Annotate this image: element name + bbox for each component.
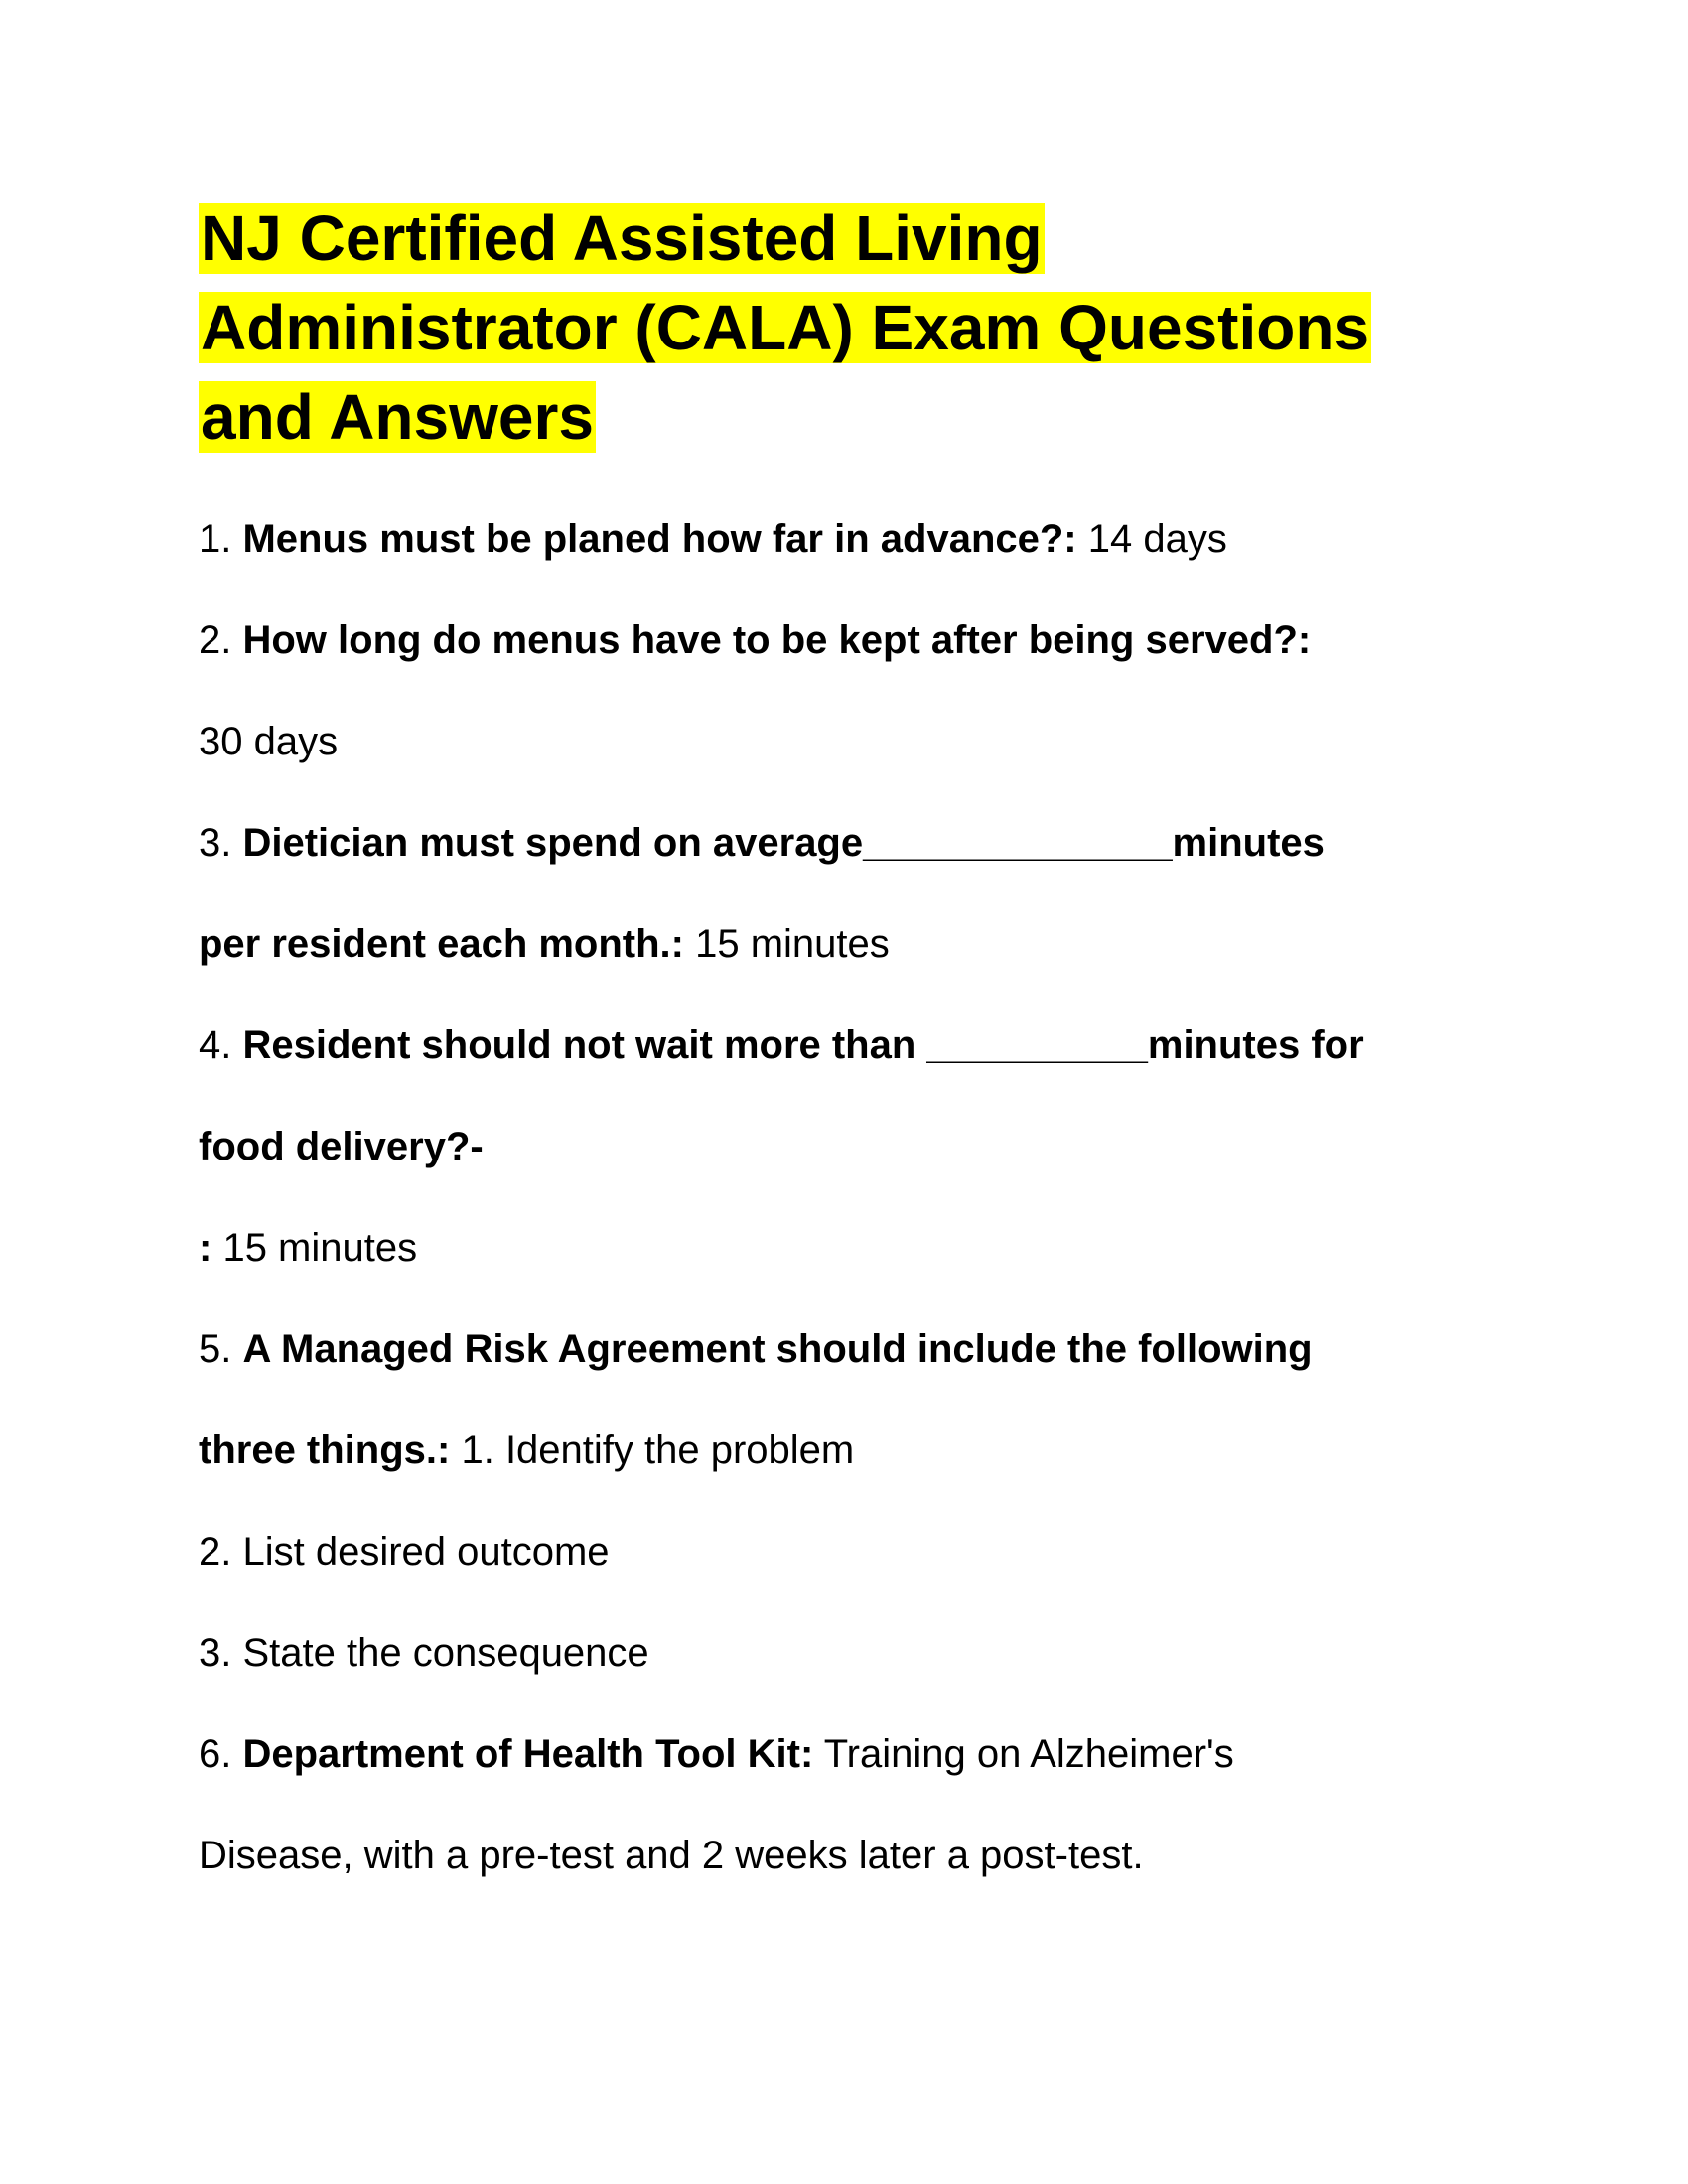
- question-text: food delivery?-: [199, 1125, 484, 1168]
- question-text: three things.:: [199, 1429, 451, 1472]
- question-5-line: [199, 1324, 1509, 1374]
- page-title: [199, 194, 1489, 462]
- question-text: Resident should not wait more than __________minutes for: [242, 1024, 1364, 1067]
- answer-4-line: [199, 1223, 1509, 1273]
- question-text: How long do menus have to be kept after being served?:: [242, 618, 1312, 662]
- title-line-1: NJ Certified Assisted Living: [201, 203, 1043, 274]
- answer-5-item-3: [199, 1628, 1509, 1678]
- answer-text: 15 minutes: [222, 1226, 418, 1270]
- answer-text: 2. List desired outcome: [199, 1530, 610, 1573]
- question-number: 5.: [199, 1327, 232, 1371]
- answer-text: 1. Identify the problem: [461, 1429, 855, 1472]
- question-number: 2.: [199, 618, 232, 662]
- answer-text: Training on Alzheimer's: [823, 1732, 1234, 1776]
- answer-text: 15 minutes: [695, 922, 890, 966]
- question-number: 4.: [199, 1024, 232, 1067]
- answer-5-item-2: [199, 1527, 1509, 1576]
- question-1-line: [199, 514, 1509, 564]
- answer-2-line: [199, 717, 1509, 766]
- title-line-2: Administrator (CALA) Exam Questions: [201, 292, 1370, 363]
- answer-prefix: :: [199, 1226, 212, 1270]
- question-4-line: [199, 1021, 1509, 1070]
- answer-text: 30 days: [199, 720, 339, 763]
- question-number: 1.: [199, 517, 232, 561]
- question-text: Department of Health Tool Kit:: [242, 1732, 814, 1776]
- question-text: Menus must be planed how far in advance?:: [242, 517, 1077, 561]
- question-text: per resident each month.:: [199, 922, 684, 966]
- question-number: 3.: [199, 821, 232, 865]
- title-line-3: and Answers: [201, 381, 594, 453]
- question-5-continued: [199, 1426, 1509, 1475]
- question-text: A Managed Risk Agreement should include the following: [242, 1327, 1313, 1371]
- question-number: 6.: [199, 1732, 232, 1776]
- question-4-continued: [199, 1122, 1509, 1171]
- question-6-line: [199, 1729, 1509, 1779]
- question-3-continued: [199, 919, 1509, 969]
- answer-6-continued: [199, 1831, 1509, 1880]
- answer-text: 3. State the consequence: [199, 1631, 649, 1675]
- question-2-line: [199, 615, 1509, 665]
- answer-text: 14 days: [1087, 517, 1227, 561]
- answer-text: Disease, with a pre-test and 2 weeks later a post-test.: [199, 1834, 1144, 1877]
- question-text: Dietician must spend on average______________minutes: [242, 821, 1325, 865]
- question-3-line: [199, 818, 1509, 868]
